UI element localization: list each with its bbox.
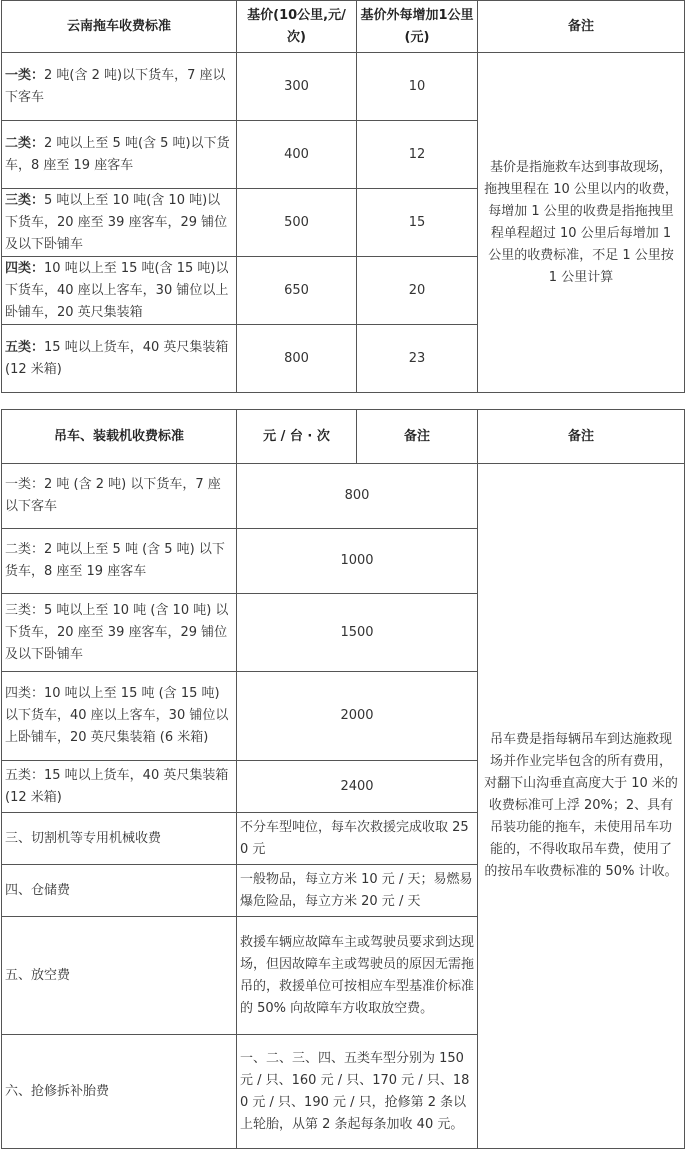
t1-header-extra: 基价外每增加1公里(元) [357, 1, 478, 53]
t2-header-category: 吊车、装载机收费标准 [2, 410, 237, 464]
t2-note: 吊车费是指每辆吊车到达施救现场并作业完毕包含的所有费用，对翻下山沟垂直高度大于 10 米的收费标准可上浮 20%；2、具有吊装功能的拖车，未使用吊车功能的，不得收取吊车费，使用了的按吊车收费标准的 50% 计收。 [478, 464, 685, 1149]
t1-row-extra: 10 [357, 53, 478, 121]
t2-row-desc: 五类：15 吨以上货车，40 英尺集装箱 (12 米箱) [2, 761, 237, 813]
t2-row-desc: 一类：2 吨 (含 2 吨) 以下货车，7 座以下客车 [2, 464, 237, 529]
t2-extra-name: 六、抢修拆补胎费 [2, 1035, 237, 1149]
t2-header-note-a: 备注 [357, 410, 478, 464]
t1-row-desc: 三类：5 吨以上至 10 吨(含 10 吨)以下货车，20 座至 39 座客车，29 铺位及以下卧铺车 [2, 189, 237, 257]
t1-row-base: 500 [237, 189, 357, 257]
t1-row-desc: 一类：2 吨(含 2 吨)以下货车，7 座以下客车 [2, 53, 237, 121]
tow-fee-table [1, 0, 685, 393]
t2-extra-text: 不分车型吨位，每车次救援完成收取 250 元 [237, 813, 478, 865]
t1-row-base: 650 [237, 257, 357, 325]
t2-row-price: 1500 [237, 594, 478, 672]
t2-header-note-b: 备注 [478, 410, 685, 464]
t1-note: 基价是指施救车达到事故现场，拖拽里程在 10 公里以内的收费，每增加 1 公里的收费是指拖拽里程单程超过 10 公里后每增加 1 公里的收费标准，不足 1 公里按 1 公里计算 [478, 53, 685, 393]
t2-row-desc: 四类：10 吨以上至 15 吨 (含 15 吨) 以下货车，40 座以上客车，30 铺位以上卧铺车，20 英尺集装箱 (6 米箱) [2, 672, 237, 761]
t2-extra-text: 一、二、三、四、五类车型分别为 150 元 / 只、160 元 / 只、170 元 / 只、180 元 / 只、190 元 / 只，抢修第 2 条以上轮胎，从第 2 条起每条加收 40 元。 [237, 1035, 478, 1149]
t1-row-base: 800 [237, 325, 357, 393]
t2-extra-text: 一般物品，每立方米 10 元 / 天；易燃易爆危险品，每立方米 20 元 / 天 [237, 865, 478, 917]
t1-row-extra: 12 [357, 121, 478, 189]
t1-row-desc: 二类：2 吨以上至 5 吨(含 5 吨)以下货车，8 座至 19 座客车 [2, 121, 237, 189]
t1-header-category: 云南拖车收费标准 [2, 1, 237, 53]
t2-extra-text: 救援车辆应故障车主或驾驶员要求到达现场，但因故障车主或驾驶员的原因无需拖吊的，救援单位可按相应车型基准价标准的 50% 向故障车方收取放空费。 [237, 917, 478, 1035]
t1-row-base: 400 [237, 121, 357, 189]
t1-header-note: 备注 [478, 1, 685, 53]
t1-row-desc: 四类：10 吨以上至 15 吨(含 15 吨)以下货车，40 座以上客车，30 铺位以上卧铺车，20 英尺集装箱 [2, 257, 237, 325]
t1-row-extra: 23 [357, 325, 478, 393]
t2-extra-name: 四、仓储费 [2, 865, 237, 917]
t1-row-desc: 五类：15 吨以上货车，40 英尺集装箱(12 米箱) [2, 325, 237, 393]
t2-row-price: 1000 [237, 529, 478, 594]
t2-row-price: 2000 [237, 672, 478, 761]
t1-row-extra: 15 [357, 189, 478, 257]
t2-row-desc: 二类：2 吨以上至 5 吨 (含 5 吨) 以下货车，8 座至 19 座客车 [2, 529, 237, 594]
t2-extra-name: 五、放空费 [2, 917, 237, 1035]
t2-row-price: 800 [237, 464, 478, 529]
t2-extra-name: 三、切割机等专用机械收费 [2, 813, 237, 865]
t2-header-price: 元 / 台 · 次 [237, 410, 357, 464]
t1-header-base: 基价(10公里,元/次) [237, 1, 357, 53]
t2-row-price: 2400 [237, 761, 478, 813]
crane-fee-table [1, 409, 685, 1149]
t1-row-extra: 20 [357, 257, 478, 325]
t2-row-desc: 三类：5 吨以上至 10 吨 (含 10 吨) 以下货车，20 座至 39 座客车，29 铺位及以下卧铺车 [2, 594, 237, 672]
t1-row-base: 300 [237, 53, 357, 121]
